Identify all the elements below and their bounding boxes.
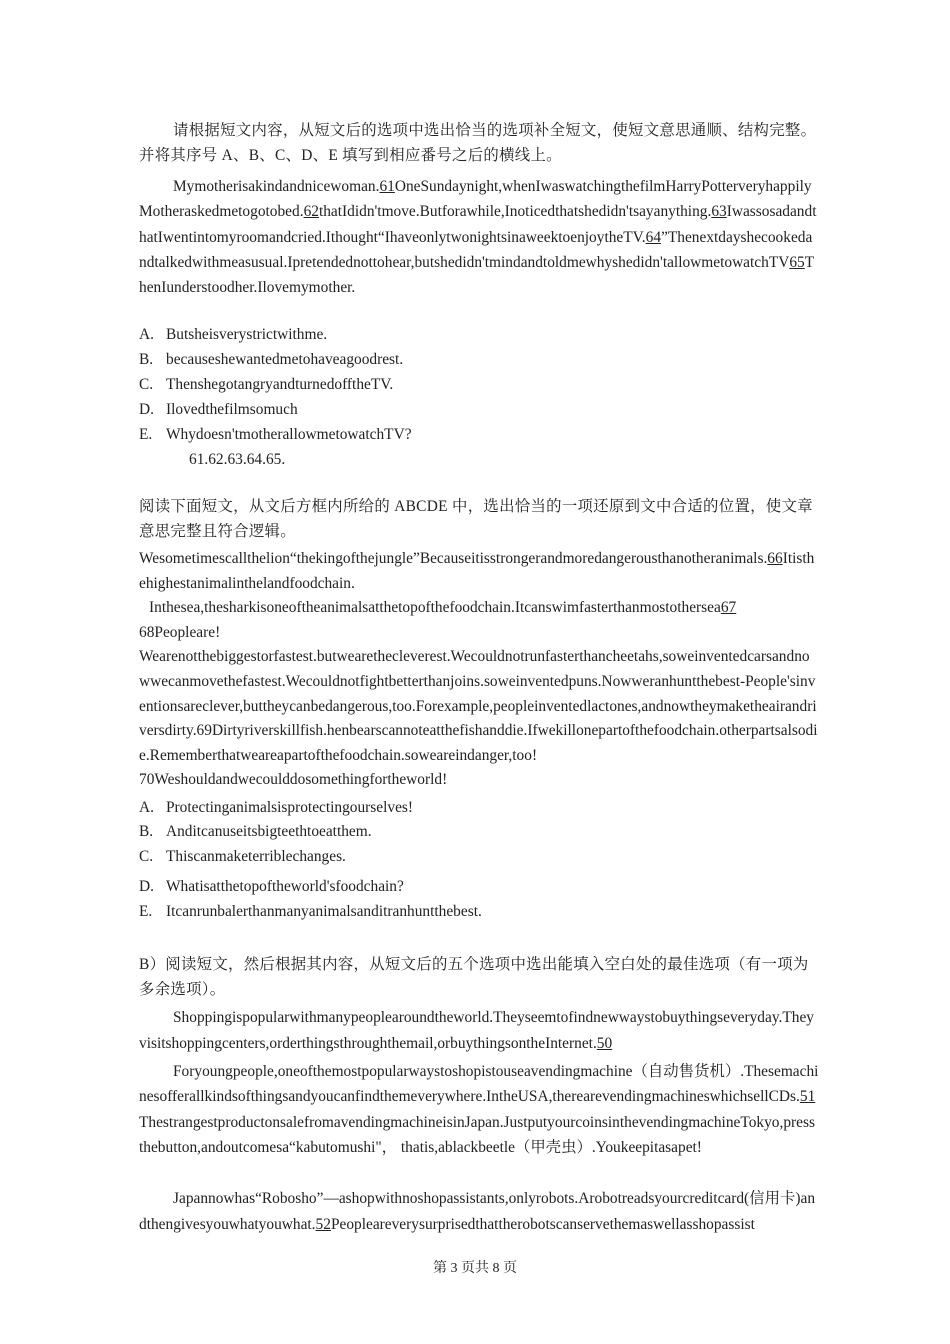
section1-option-a: A. Butsheisverystrictwithme. [139,326,328,343]
section1-option-e: E. Whydoesn'tmotherallowmetowatchTV? [139,426,412,443]
section2-para1 [139,547,819,596]
page-footer: 第 3 页共 8 页 [433,1261,517,1276]
section2-para4 [139,645,819,768]
section1-option-b: B. becauseshewantedmetohaveagoodrest. [139,351,404,368]
passage-text: ”Thenextdayshecookedandtalkedwithmeasusual.Ipretendednottohear,butshedidn'tmindandtoldmewhyshedidn'tallowmetowatchTV [139,228,813,271]
section1-instructions: 请根据短文内容，从短文后的选项中选出恰当的选项补全短文，使短文意思通顺、结构完整。并将其序号 A、B、C、D、E 填写到相应番号之后的横线上。 [139,122,817,164]
passage-text: Shoppingispopularwithmanypeoplearoundtheworld.Theyseemtofindnewwaystobuythingseveryday.Theyvisitshoppingcenters,orderthingsthroughthemail,orbuythingsontheInternet. [139,1009,814,1052]
blank-number: 61 [379,178,395,195]
blank-number: 50 [596,1034,613,1052]
section3-para1 [139,1005,819,1056]
section3-para3 [139,1186,819,1238]
section2-option-e: E. Itcanrunbalerthanmanyanimalsanditranhuntthebest. [139,903,482,920]
blank-number: 51 [799,1088,816,1106]
passage-text: thatIdidn'tmove.Butforawhile,Inoticedthatshedidn'tsayanything. [318,203,712,221]
passage-text: Peopleareverysurprisedthattherobotscanservethemaswellasshopassist [330,1216,755,1233]
section3-instructions: B）阅读短文，然后根据其内容，从短文后的五个选项中选出能填入空白处的最佳选项（有一项为多余选项）。 [139,956,809,998]
blank-number: 63 [711,203,727,221]
blank-number: 67 [720,599,737,617]
section2-instructions: 阅读下面短文，从文后方框内所给的 ABCDE 中，选出恰当的一项还原到文中合适的位置，使文章意思完整且符合逻辑。 [139,498,813,540]
section2-para5: 70Weshouldandwecoulddosomethingfortheworld! [139,771,448,789]
section1-passage [139,174,819,300]
passage-text: Mymotherisakindandnicewoman. [173,178,380,195]
passage-text: ThenIunderstoodher.Ilovemymother. [139,253,815,297]
passage-text: Wearenotthebiggestorfastest.butwearethecleverest.Wecouldnotrunfasterthancheetahs,soweinventedcarsandnowwecanmovethefastest.Wecouldnotfightbetterthanjoins.soweinventedpuns.Nowweranhuntthebest-People'sinventionsareclever,buttheycanbedangerous,too.Forexample,peopleinventedlactones,andnowtheymaketheairandriversdirty.69Dirtyriverskillfish.henbearscannoteatthefishanddie.Ifwekillonepartofthefoodchain.otherpartsalsodie.Rememberthatweareapartofthefoodchain.soweareindanger,too! [139,648,818,764]
blank-number: 66 [767,550,783,567]
section1-option-d: D. Ilovedthefilmsomuch [139,401,298,418]
blank-number: 62 [303,203,319,221]
passage-text: Itisthehighestanimalinthelandfoodchain. [139,550,815,592]
passage-text: ThestrangestproductonsalefromavendingmachineisinJapan.JustputyourcoinsinthevendingmachineTokyo,pressthebutton,andoutcomesa“kabutomushi"， thatis,ablackbeetle（甲壳虫）.Youkeepitasapet! [139,1113,815,1156]
blank-number: 64 [645,228,662,246]
blank-number: 52 [315,1216,331,1233]
passage-text: IwassosadandthatIwentintomyroomandcried.Ithought“IhaveonlytwonightsinaweektoenjoytheTV. [139,203,817,246]
blank-number: 65 [789,253,805,271]
section2-para3: 68Peopleare! [139,623,221,641]
passage-text: OneSundaynight,whenIwaswatchingthefilmHarryPotterveryhappilyMotheraskedmetogotobed. [139,178,812,221]
section3-para2 [139,1059,819,1160]
passage-text: Japannowhas“Robosho”—ashopwithnoshopassistants,onlyrobots.Arobotreadsyourcreditcard(信用卡)andthengivesyouwhatyouwhat. [139,1190,816,1233]
passage-text: Foryoungpeople,oneofthemostpopularwaystoshopistouseavendingmachine（自动售货机）.Thesemachinesofferallkindsofthingsandyoucanfindthemeverywhere.IntheUSA,therearevendingmachineswhichsellCDs. [139,1063,819,1106]
section2-option-d: D. Whatisatthetopoftheworld'sfoodchain? [139,878,404,895]
section2-option-c: C. Thiscanmaketerriblechanges. [139,848,346,865]
section2-option-b: B. Anditcanuseitsbigteethtoeatthem. [139,823,372,840]
section2-option-a: A. Protectinganimalsisprotectingourselves! [139,799,414,816]
section2-para2 [139,596,819,621]
passage-text: Inthesea,thesharkisoneoftheanimalsatthetopofthefoodchain.Itcanswimfasterthanmostothersea [149,599,721,617]
section1-option-c: C. ThenshegotangryandturnedofftheTV. [139,376,394,393]
section1-answer-line: 61.62.63.64.65. [189,451,286,468]
section2-passage [139,547,819,793]
passage-text: Wesometimescallthelion“thekingofthejungle”Becauseitisstrongerandmoredangerousthanotheranimals. [139,550,768,567]
